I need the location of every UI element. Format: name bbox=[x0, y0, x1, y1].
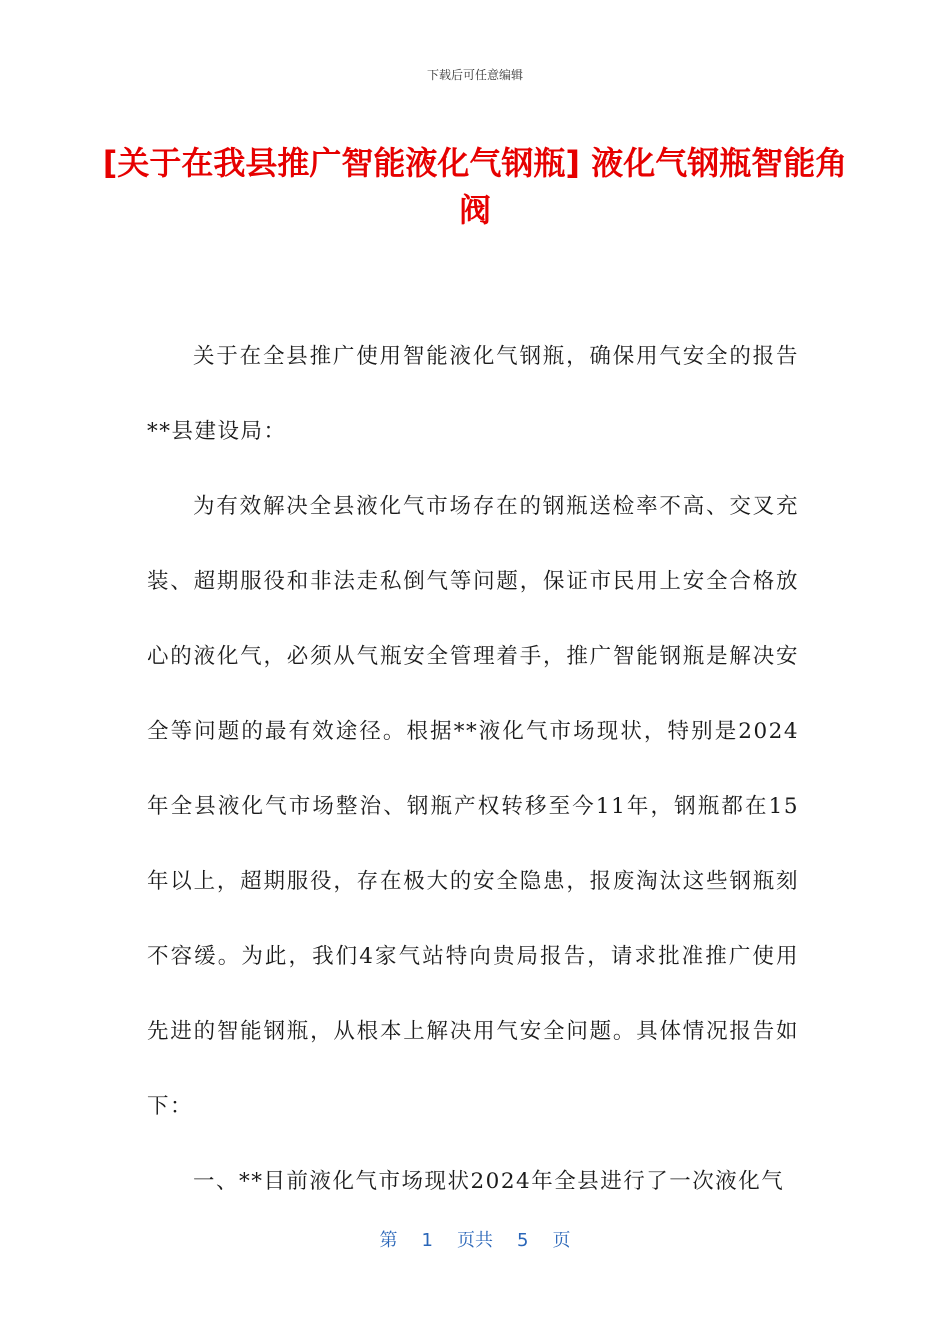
footer-total-pages: 5 bbox=[517, 1230, 529, 1251]
page-footer bbox=[0, 1226, 950, 1252]
document-title: [关于在我县推广智能液化气钢瓶] 液化气钢瓶智能角阀 bbox=[102, 144, 848, 229]
footer-prefix: 第 bbox=[379, 1230, 398, 1251]
footer-suffix: 页 bbox=[552, 1230, 571, 1251]
document-body bbox=[147, 319, 799, 1219]
footer-mid: 页共 bbox=[457, 1230, 493, 1251]
page-header-note: 下载后可任意编辑 bbox=[426, 68, 523, 82]
footer-page-number: 1 bbox=[421, 1230, 433, 1251]
paragraph-greeting: 关于在全县推广使用智能液化气钢瓶，确保用气安全的报告**县建设局： bbox=[147, 344, 799, 444]
paragraph-main: 为有效解决全县液化气市场存在的钢瓶送检率不高、交叉充装、超期服役和非法走私倒气等问题，保证市民用上安全合格放心的液化气，必须从气瓶安全管理着手，推广智能钢瓶是解决安全等问题的最有效途径。根据**液化气市场现状，特别是2024年全县液化气市场整治、钢瓶产权转移至今11年，钢瓶都在15年以上，超期服役，存在极大的安全隐患，报废淘汰这些钢瓶刻不容缓。为此，我们4家气站特向贵局报告，请求批准推广使用先进的智能钢瓶，从根本上解决用气安全问题。具体情况报告如下： bbox=[147, 494, 799, 1119]
paragraph-section-one: 一、**目前液化气市场现状2024年全县进行了一次液化气 bbox=[193, 1169, 785, 1194]
